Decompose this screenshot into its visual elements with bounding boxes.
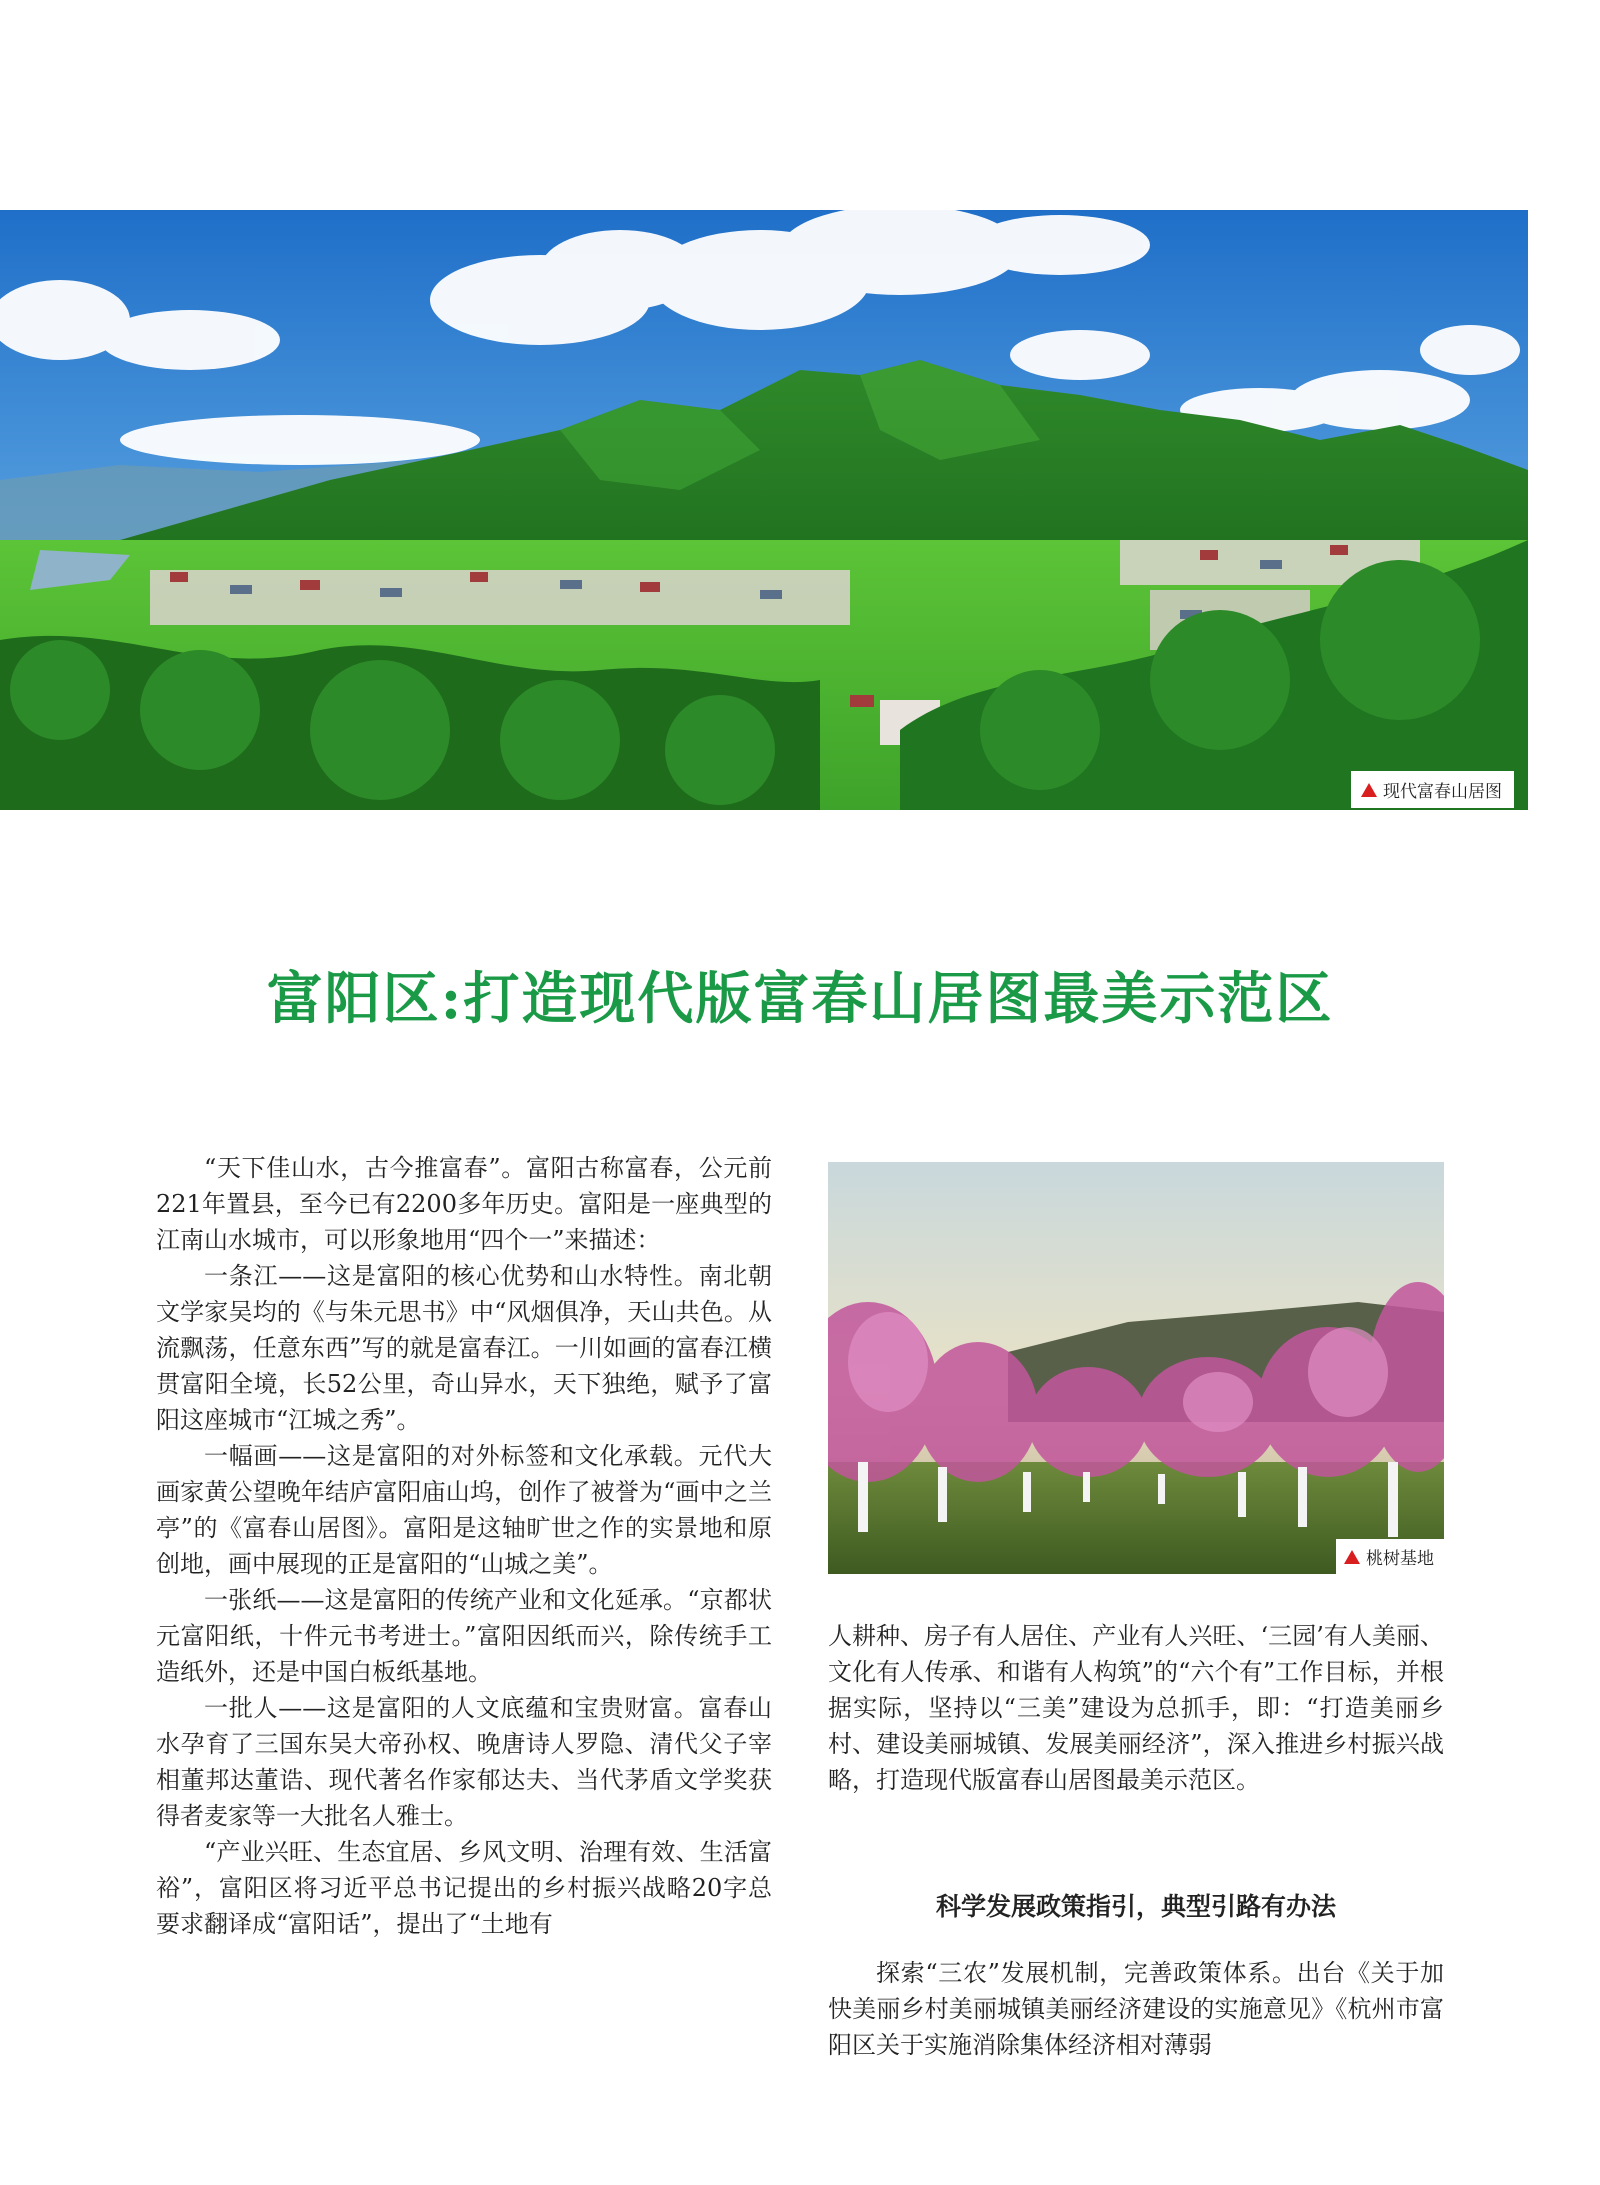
peach-orchard-photo	[828, 1162, 1444, 1574]
paragraph: 一幅画——这是富阳的对外标签和文化承载。元代大画家黄公望晚年结庐富阳庙山坞，创作了被誉为“画中之兰亭”的《富春山居图》。富阳是这轴旷世之作的实景地和原创地，画中展现的正是富阳的“山城之美”。	[156, 1442, 772, 1578]
hero-caption-text: 现代富春山居图	[1383, 782, 1502, 802]
peach-caption-text: 桃树基地	[1366, 1549, 1434, 1569]
panorama-illustration	[0, 210, 1528, 810]
left-column	[156, 1150, 772, 1942]
paragraph: 人耕种、房子有人居住、产业有人兴旺、‘三园’有人美丽、文化有人传承、和谐有人构筑”的“六个有”工作目标，并根据实际，坚持以“三美”建设为总抓手，即：“打造美丽乡村、建设美丽城镇、发展美丽经济”，深入推进乡村振兴战略，打造现代版富春山居图最美示范区。	[828, 1622, 1444, 1794]
peach-orchard-illustration	[828, 1162, 1444, 1574]
paragraph: “天下佳山水，古今推富春”。富阳古称富春，公元前221年置县，至今已有2200多年历史。富阳是一座典型的江南山水城市，可以形象地用“四个一”来描述：	[156, 1154, 772, 1254]
paragraph: “产业兴旺、生态宜居、乡风文明、治理有效、生活富裕”，富阳区将习近平总书记提出的乡村振兴战略20字总要求翻译成“富阳话”，提出了“土地有	[156, 1838, 772, 1938]
right-column-section	[828, 1955, 1444, 2063]
section-subheading: 科学发展政策指引，典型引路有办法	[935, 1892, 1336, 1921]
red-triangle-icon	[1344, 1550, 1360, 1564]
paragraph: 探索“三农”发展机制，完善政策体系。出台《关于加快美丽乡村美丽城镇美丽经济建设的实施意见》《杭州市富阳区关于实施消除集体经济相对薄弱	[828, 1959, 1444, 2059]
red-triangle-icon	[1361, 783, 1377, 797]
paragraph: 一条江——这是富阳的核心优势和山水特性。南北朝文学家吴均的《与朱元思书》中“风烟俱净，天山共色。从流飘荡，任意东西”写的就是富春江。一川如画的富春江横贯富阳全境，长52公里，奇山异水，天下独绝，赋予了富阳这座城市“江城之秀”。	[156, 1262, 772, 1434]
peach-photo-caption	[1336, 1539, 1444, 1574]
hero-panorama-image	[0, 210, 1528, 810]
paragraph: 一批人——这是富阳的人文底蕴和宝贵财富。富春山水孕育了三国东吴大帝孙权、晚唐诗人罗隐、清代父子宰相董邦达董诰、现代著名作家郁达夫、当代茅盾文学奖获得者麦家等一大批名人雅士。	[156, 1694, 772, 1830]
paragraph: 一张纸——这是富阳的传统产业和文化延承。“京都状元富阳纸，十件元书考进士。”富阳因纸而兴，除传统手工造纸外，还是中国白板纸基地。	[156, 1586, 772, 1686]
hero-caption	[1351, 771, 1514, 808]
article-title: 富阳区:打造现代版富春山居图最美示范区	[266, 966, 1334, 1032]
right-column	[828, 1618, 1444, 1798]
